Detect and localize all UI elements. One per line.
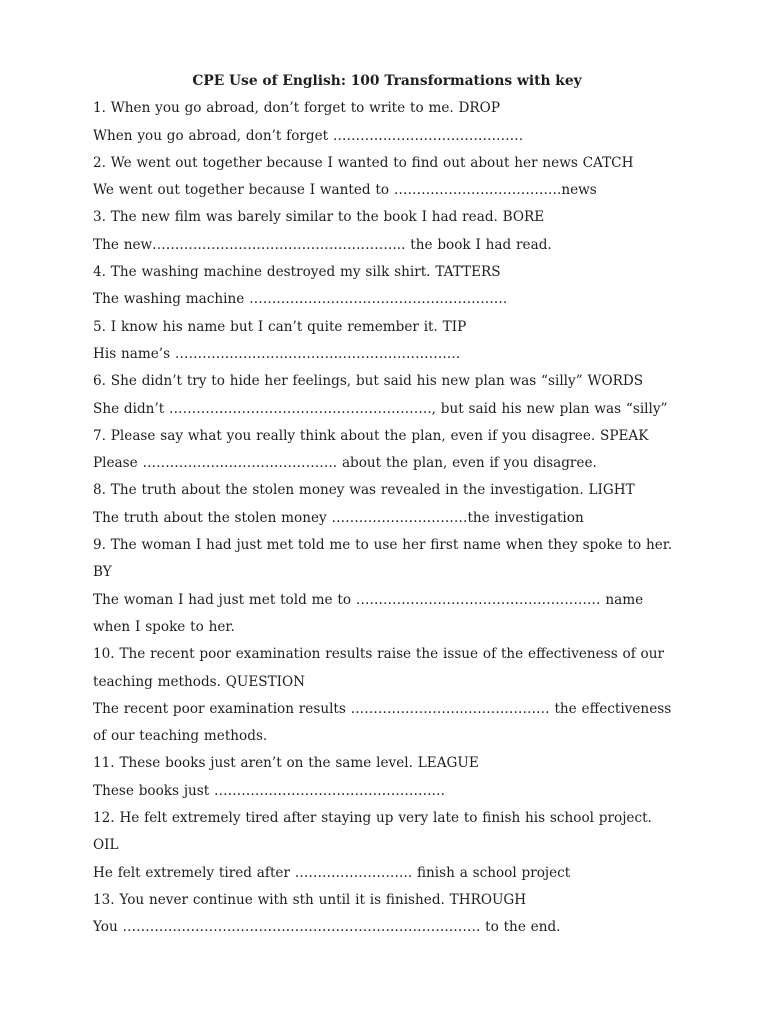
item-11-prompt: 11. These books just aren’t on the same level. LEAGUE <box>93 755 479 772</box>
item-4-answer: The washing machine ………………………………………………… <box>93 291 508 308</box>
item-1-prompt: 1. When you go abroad, don’t forget to write to me. DROP <box>93 100 500 117</box>
item-11-answer: These books just …………………………………………… <box>93 782 446 799</box>
item-10-prompt: 10. The recent poor examination results raise the issue of the effectiveness of our teaching methods. QUESTION <box>93 646 664 690</box>
item-13-prompt: 13. You never continue with sth until it is finished. THROUGH <box>93 891 527 908</box>
item-3-prompt: 3. The new film was barely similar to the book I had read. BORE <box>93 209 545 226</box>
item-8-prompt: 8. The truth about the stolen money was revealed in the investigation. LIGHT <box>93 482 635 499</box>
item-7-prompt: 7. Please say what you really think about the plan, even if you disagree. SPEAK <box>93 427 649 444</box>
item-7-answer: Please ……………………………………. about the plan, even if you disagree. <box>93 455 597 472</box>
item-4-prompt: 4. The washing machine destroyed my silk shirt. TATTERS <box>93 264 501 281</box>
item-3-answer: The new……………………………………………….. the book I had read. <box>93 236 552 253</box>
item-1-answer: When you go abroad, don’t forget …………………………………… <box>93 127 524 144</box>
item-8-answer: The truth about the stolen money …………………………the investigation <box>93 509 584 526</box>
item-12-answer: He felt extremely tired after …………………….. finish a school project <box>93 864 571 881</box>
page-title: CPE Use of English: 100 Transformations with key <box>192 73 582 89</box>
item-2-answer: We went out together because I wanted to ……………………………….news <box>93 182 597 199</box>
item-9-prompt: 9. The woman I had just met told me to use her first name when they spoke to her. BY <box>93 537 673 581</box>
item-13-answer: You ……………………………………………………………………. to the end. <box>93 919 561 936</box>
item-6-answer: She didn’t …………………………………………………., but said his new plan was “silly” <box>93 400 668 417</box>
item-9-answer: The woman I had just met told me to ……………………………………………… name when I spoke to her. <box>93 591 644 635</box>
item-6-prompt: 6. She didn’t try to hide her feelings, but said his new plan was “silly” WORDS <box>93 373 644 390</box>
document-page <box>93 68 673 942</box>
item-10-answer: The recent poor examination results ……………………..……………… the effectiveness of our teaching methods. <box>93 700 672 745</box>
item-2-prompt: 2. We went out together because I wanted to find out about her news CATCH <box>93 154 634 171</box>
item-5-prompt: 5. I know his name but I can’t quite remember it. TIP <box>93 318 467 335</box>
item-12-prompt: 12. He felt extremely tired after staying up very late to finish his school project. OIL <box>93 810 652 854</box>
item-5-answer: His name’s ……………………………………………………… <box>93 345 461 362</box>
